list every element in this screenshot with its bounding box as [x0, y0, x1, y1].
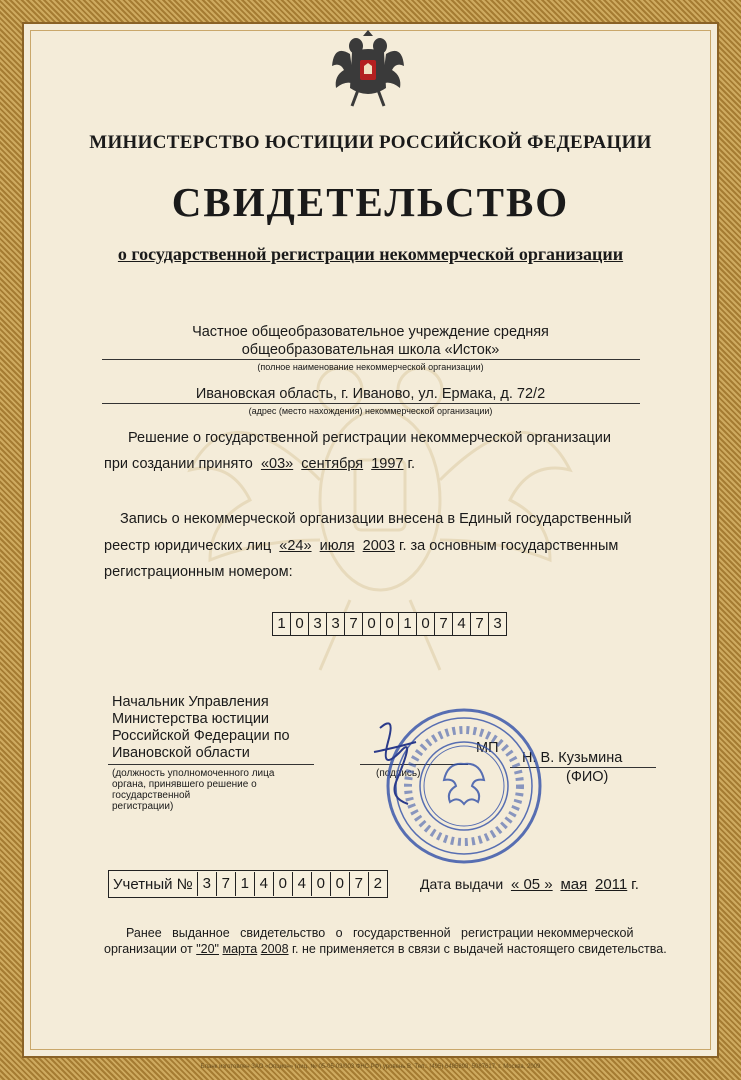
record-line2	[104, 538, 618, 554]
issue-date	[420, 876, 639, 893]
reg-digit: 0	[416, 612, 435, 636]
record-line3: регистрационным номером:	[104, 564, 293, 580]
decision-suffix: г.	[407, 456, 416, 472]
reg-digit: 0	[362, 612, 381, 636]
position-caption	[112, 768, 274, 812]
acc-digit: 0	[330, 872, 349, 896]
printer-footer: Бланк изготовлен ЗАО «Опцион» (лиц. № 05-05-03/003 ФНС РФ) уровень В, Тел.: (495) 6485898, 5087617, г. Москва, 2009	[200, 1064, 541, 1070]
reg-digit: 3	[488, 612, 507, 636]
org-name-caption: (полное наименование некоммерческой организации)	[257, 362, 484, 372]
acc-digit: 4	[292, 872, 311, 896]
reg-digit: 7	[344, 612, 363, 636]
acc-digit: 7	[349, 872, 368, 896]
reg-digit: 0	[290, 612, 309, 636]
name-caption: (ФИО)	[566, 769, 609, 785]
issue-suffix: г.	[631, 876, 639, 893]
decision-year: 1997	[371, 456, 404, 472]
acc-digit: 0	[311, 872, 330, 896]
seal-label: МП	[476, 740, 499, 756]
decision-day: «03»	[260, 456, 294, 472]
previous-day: "20"	[196, 942, 219, 956]
position-line3: Российской Федерации по	[112, 728, 290, 744]
acc-digit: 4	[254, 872, 273, 896]
signature-icon	[366, 712, 426, 812]
record-year: 2003	[362, 538, 395, 554]
record-suffix: г. за основным государственным	[398, 538, 619, 554]
signature-caption: (подпись)	[376, 768, 421, 779]
accounting-label: Учетный №	[113, 875, 193, 893]
reg-digit: 3	[308, 612, 327, 636]
reg-digit: 3	[326, 612, 345, 636]
acc-digit: 0	[273, 872, 292, 896]
issue-year: 2011	[595, 876, 628, 893]
reg-digit: 7	[434, 612, 453, 636]
decision-prefix: при создании принято	[104, 456, 253, 472]
previous-month: марта	[222, 942, 258, 956]
decision-line1: Решение о государственной регистрации некоммерческой организации	[128, 430, 611, 446]
certificate-subtitle: о государственной регистрации некоммерческой организации	[117, 244, 624, 264]
position-underline	[108, 764, 314, 765]
issue-label: Дата выдачи	[420, 876, 504, 892]
previous-year: 2008	[260, 942, 289, 956]
position-caption-line2: органа, принявшего решение о	[112, 779, 257, 790]
org-address-caption: (адрес (место нахождения) некоммерческой организации)	[248, 406, 493, 416]
position-caption-line3: государственной	[112, 790, 191, 801]
org-address-underline	[102, 403, 640, 404]
registration-number-boxes	[273, 612, 507, 636]
signatory-name: Н. В. Кузьмина	[522, 750, 623, 766]
record-prefix: реестр юридических лиц	[104, 538, 272, 554]
signatory-position	[112, 694, 290, 762]
org-name-line2: общеобразовательная школа «Исток»	[241, 342, 500, 358]
position-line4: Ивановской области	[112, 745, 250, 761]
issue-month: мая	[560, 876, 588, 893]
reg-digit: 1	[272, 612, 291, 636]
record-month: июля	[319, 538, 355, 554]
reg-digit: 1	[398, 612, 417, 636]
previous-line2	[104, 942, 667, 956]
decision-month: сентября	[301, 456, 364, 472]
reg-digit: 0	[380, 612, 399, 636]
previous-line1: Ранее выданное свидетельство о государственной регистрации некоммерческой	[126, 926, 634, 940]
position-caption-line4: регистрации)	[112, 801, 174, 812]
acc-digit: 7	[216, 872, 235, 896]
position-caption-line1: (должность уполномоченного лица	[112, 768, 275, 779]
accounting-number-box	[108, 870, 388, 898]
reg-digit: 7	[470, 612, 489, 636]
org-name-line1: Частное общеобразовательное учреждение средняя	[192, 324, 549, 340]
ministry-heading: МИНИСТЕРСТВО ЮСТИЦИИ РОССИЙСКОЙ ФЕДЕРАЦИИ	[89, 132, 652, 153]
position-line1: Начальник Управления	[112, 694, 269, 710]
position-line2: Министерства юстиции	[112, 711, 270, 727]
reg-digit: 4	[452, 612, 471, 636]
decision-line2	[104, 456, 415, 472]
acc-digit: 1	[235, 872, 254, 896]
certificate-title: СВИДЕТЕЛЬСТВО	[171, 179, 570, 225]
acc-digit: 2	[368, 872, 387, 896]
eagle-watermark-icon	[170, 330, 590, 690]
previous-prefix: организации от	[104, 942, 193, 956]
issue-day: « 05 »	[510, 876, 553, 893]
org-address: Ивановская область, г. Иваново, ул. Ермака, д. 72/2	[195, 386, 546, 402]
record-day: «24»	[279, 538, 312, 554]
previous-suffix: г. не применяется в связи с выдачей настоящего свидетельства.	[292, 942, 667, 956]
record-line1: Запись о некоммерческой организации внесена в Единый государственный	[120, 511, 632, 527]
acc-digit: 3	[197, 872, 216, 896]
coat-of-arms-icon	[330, 26, 406, 110]
org-name-underline	[102, 359, 640, 360]
